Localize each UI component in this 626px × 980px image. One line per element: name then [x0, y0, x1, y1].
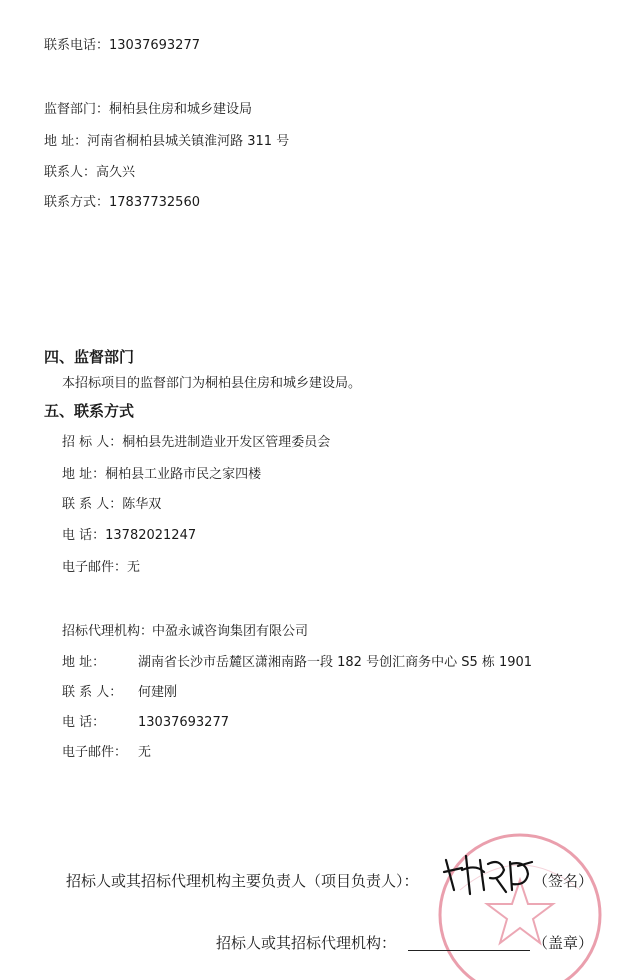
tenderer-email-line: 电子邮件：无 — [62, 560, 141, 575]
agency-email-value: 无 — [138, 745, 152, 760]
handwritten-signature — [440, 850, 540, 900]
agency-phone-value: 13037693277 — [138, 715, 229, 730]
supervisor-dept-line: 监督部门：桐柏县住房和城乡建设局 — [44, 102, 253, 117]
agency-address-value: 湖南省长沙市岳麓区潇湘南路一段 182 号创汇商务中心 S5 栋 1901 — [138, 655, 533, 670]
signature-line-1-label: 招标人或其招标代理机构主要负责人（项目负责人）： — [66, 872, 419, 890]
supervisor-contact-phone-line: 联系方式：17837732560 — [44, 195, 200, 210]
supervisor-contact-line: 联系人：高久兴 — [44, 165, 136, 180]
signature-line-1-suffix: （签名） — [533, 872, 594, 890]
agency-address-label: 地 址： — [62, 655, 106, 670]
agency-phone-label: 电 话： — [62, 715, 106, 730]
seal-underline — [408, 950, 530, 951]
signature-line-2-suffix: （盖章） — [533, 934, 594, 952]
section-4-body: 本招标项目的监督部门为桐柏县住房和城乡建设局。 — [62, 376, 362, 391]
agency-name-label: 招标代理机构： — [62, 624, 154, 639]
section-5-heading: 五、联系方式 — [44, 402, 135, 420]
tenderer-phone-line: 联系电话：13037693277 — [44, 38, 200, 53]
supervisor-address-line: 地 址：河南省桐柏县城关镇淮河路 311 号 — [44, 134, 290, 149]
agency-contact-label: 联 系 人： — [62, 685, 123, 700]
red-seal-stamp — [420, 820, 620, 980]
agency-email-label: 电子邮件： — [62, 745, 128, 760]
signature-line-2-label: 招标人或其招标代理机构： — [216, 934, 397, 952]
tenderer-contact-line: 联 系 人：陈华双 — [62, 497, 162, 512]
tenderer-name-line: 招 标 人：桐柏县先进制造业开发区管理委员会 — [62, 435, 331, 450]
agency-name-value: 中盈永诚咨询集团有限公司 — [152, 624, 309, 639]
tenderer-phone-line-2: 电 话：13782021247 — [62, 528, 197, 543]
tenderer-address-line: 地 址：桐柏县工业路市民之家四楼 — [62, 467, 262, 482]
section-4-heading: 四、监督部门 — [44, 348, 135, 366]
agency-contact-value: 何建刚 — [138, 685, 178, 700]
